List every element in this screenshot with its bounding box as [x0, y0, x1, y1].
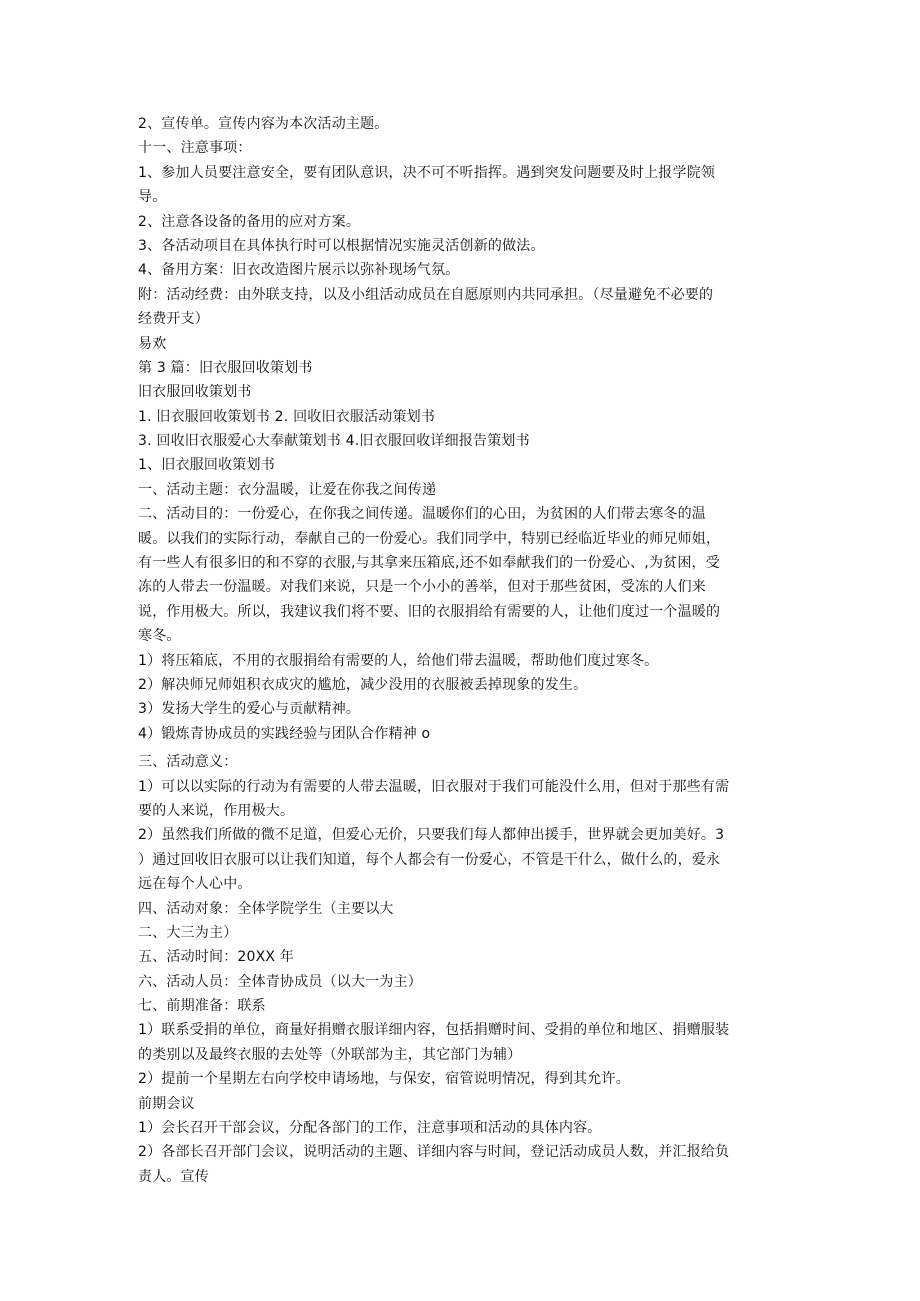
text-line: 有一些人有很多旧的和不穿的衣服,与其拿来压箱底,还不如奉献我们的一份爱心、,为贫困，受 [138, 555, 720, 572]
text-line: 附：活动经费：由外联支持，以及小组活动成员在自愿原则内共同承担。（尽量避免不必要的 [138, 286, 714, 303]
chapter-title: 第 3 篇：旧衣服回收策划书 [138, 359, 313, 376]
list-item: 4）锻炼青协成员的实践经验与团队合作精神 o [138, 725, 431, 742]
list-item: 2）解决师兄师姐积衣成灾的尴尬，减少没用的衣服被丢掉现象的发生。 [138, 676, 588, 693]
text-line: 远在每个人心中。 [138, 876, 252, 893]
text-line: 要的人来说，作用极大。 [138, 802, 295, 819]
text-line: 暖。以我们的实际行动，奉献自己的一份爱心。我们同学中，特别已经临近毕业的师兄师姐， [138, 530, 721, 547]
text-line: ）通过回收旧衣服可以让我们知道，每个人都会有一份爱心，不管是干什么，做什么的，爱永 [138, 851, 721, 868]
section-heading: 四、活动对象：全体学院学生（主要以大 [138, 900, 394, 917]
section-heading: 七、前期准备：联系 [138, 998, 266, 1015]
text-line: 的类别以及最终衣服的去处等（外联部为主，其它部门为辅） [138, 1046, 522, 1063]
section-heading: 五、活动时间：20XX 年 [138, 949, 295, 966]
text-line: 3、各活动项目在具体执行时可以根据情况实施灵活创新的做法。 [138, 237, 545, 254]
text-line: 冻的人带去一份温暖。对我们来说，只是一个小小的善举，但对于那些贫困，受冻的人们来 [138, 579, 706, 596]
section-heading: 1、旧衣服回收策划书 [138, 457, 275, 474]
list-item: 2）虽然我们所做的微不足道，但爱心无价，只要我们每人都伸出援手，世界就会更加美好。3 [138, 827, 725, 844]
document-title: 旧衣服回收策划书 [138, 384, 252, 401]
text-line: 经费开支） [138, 311, 209, 328]
list-item: 1）将压箱底，不用的衣服捐给有需要的人，给他们带去温暖，帮助他们度过寒冬。 [138, 652, 659, 669]
text-line: 说，作用极大。所以，我建议我们将不要、旧的衣服捐给有需要的人，让他们度过一个温暖的 [138, 603, 721, 620]
table-of-contents-line: 1. 旧衣服回收策划书 2. 回收旧衣服活动策划书 [138, 408, 436, 425]
list-item: 2）各部长召开部门会议，说明活动的主题、详细内容与时间，登记活动成员人数，并汇报给负 [138, 1144, 730, 1161]
list-item: 2）提前一个星期左右向学校申请场地，与保安，宿管说明情况，得到其允许。 [138, 1071, 630, 1088]
text-line: 寒冬。 [138, 628, 181, 645]
text-line: 4、备用方案：旧衣改造图片展示以弥补现场气氛。 [138, 262, 460, 279]
section-heading: 十一、注意事项： [138, 140, 252, 157]
author-name: 易欢 [138, 335, 167, 352]
text-line: 2、宣传单。宣传内容为本次活动主题。 [138, 116, 389, 132]
document-page [138, 112, 788, 1189]
text-line: 二、活动目的：一份爱心，在你我之间传递。温暖你们的心田，为贫困的人们带去寒冬的温 [138, 506, 706, 523]
list-item: 3）发扬大学生的爱心与贡献精神。 [138, 701, 361, 718]
list-item: 1）联系受捐的单位，商量好捐赠衣服详细内容，包括捐赠时间、受捐的单位和地区、捐赠服装 [138, 1022, 730, 1039]
text-line: 1、参加人员要注意安全，要有团队意识，决不可不听指挥。遇到突发问题要及时上报学院领 [138, 164, 716, 181]
list-item: 1）可以以实际的行动为有需要的人带去温暖，旧衣服对于我们可能没什么用，但对于那些有需 [138, 778, 730, 795]
text-line: 导。 [138, 189, 167, 206]
text-line: 2、注意各设备的备用的应对方案。 [138, 213, 361, 230]
text-line: 责人。宣传 [138, 1168, 209, 1185]
table-of-contents-line: 3. 回收旧衣服爱心大奉献策划书 4.旧衣服回收详细报告策划书 [138, 433, 530, 450]
section-heading: 前期会议 [138, 1095, 195, 1112]
list-item: 1）会长召开干部会议，分配各部门的工作，注意事项和活动的具体内容。 [138, 1120, 602, 1137]
section-heading: 一、活动主题：衣分温暖，让爱在你我之间传递 [138, 481, 437, 498]
section-heading: 三、活动意义： [138, 754, 238, 771]
text-line: 二、大三为主） [138, 924, 238, 941]
section-heading: 六、活动人员：全体青协成员（以大一为主） [138, 973, 422, 990]
